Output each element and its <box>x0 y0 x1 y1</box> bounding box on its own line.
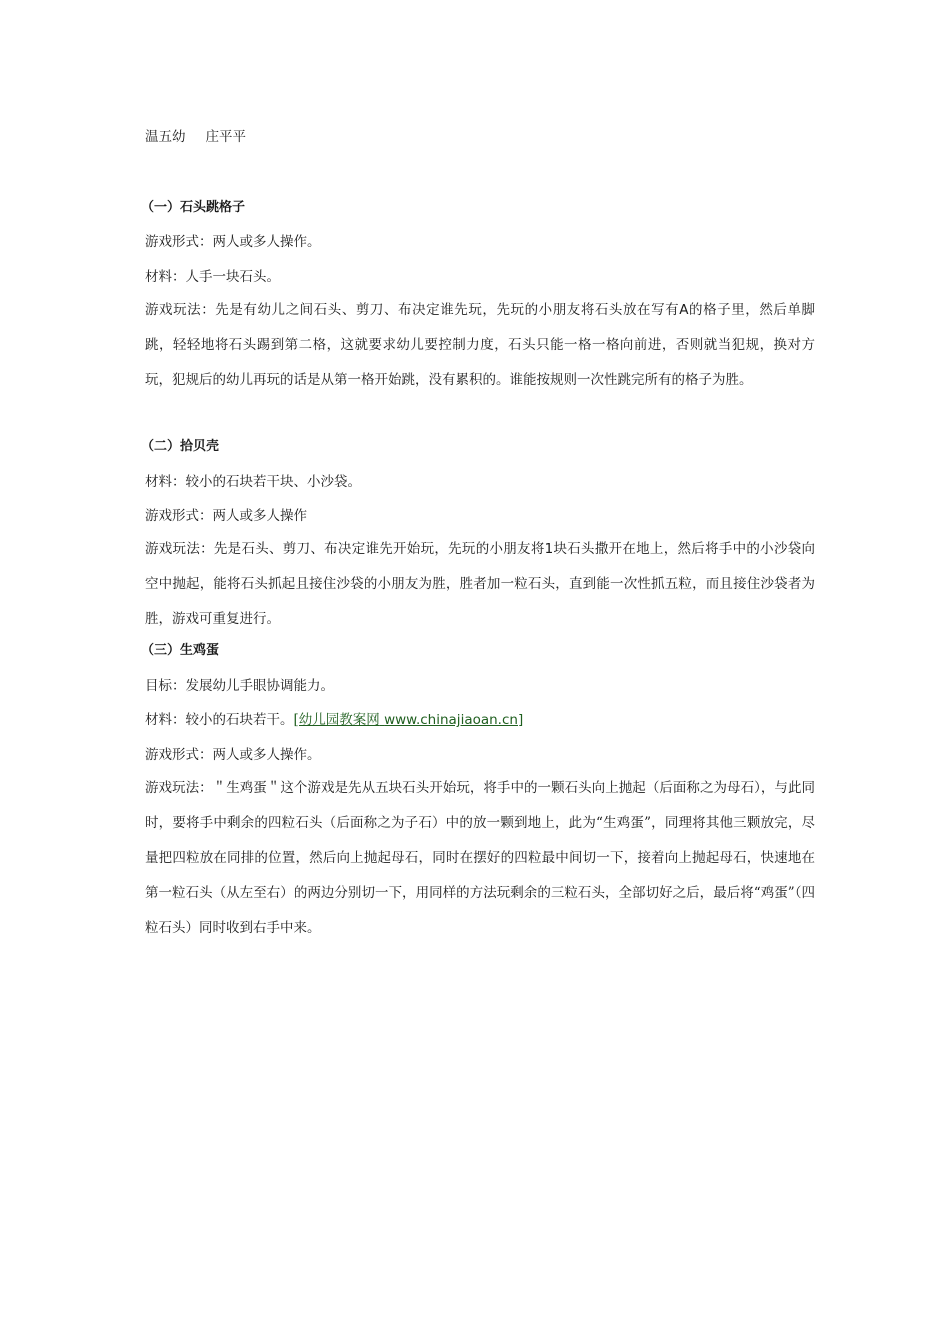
section-2-material: 材料：较小的石块若干块、小沙袋。 <box>145 474 361 490</box>
author-line <box>145 127 815 147</box>
section-2-play: 游戏玩法：先是石头、剪刀、布决定谁先开始玩，先玩的小朋友将1块石头撒开在地上，然后将手中的小沙袋向空中抛起，能将石头抓起且接住沙袋的小朋友为胜，胜者加一粒石头，直到能一次性抓五粒，而且接住沙袋者为胜，游戏可重复进行。 <box>145 541 816 627</box>
section-2-form: 游戏形式：两人或多人操作 <box>145 508 307 524</box>
section-1-material: 材料：人手一块石头。 <box>145 269 280 285</box>
section-3-heading: （三）生鸡蛋 <box>141 643 220 658</box>
section-3-form: 游戏形式：两人或多人操作。 <box>145 747 321 763</box>
section-3-material: 材料：较小的石块若干。[幼儿园教案网 www.chinajiaoan.cn] <box>145 712 524 728</box>
section-1-heading: （一）石头跳格子 <box>141 200 246 215</box>
section-1-form: 游戏形式：两人或多人操作。 <box>145 234 321 250</box>
author-school: 温五幼 <box>145 129 186 145</box>
section-3-play: 游戏玩法：＂生鸡蛋＂这个游戏是先从五块石头开始玩，将手中的一颗石头向上抛起（后面称之为母石），与此同时，要将手中剩余的四粒石头（后面称之为子石）中的放一颗到地上，此为“生鸡蛋”，同理将其他三颗放完，尽量把四粒放在同排的位置，然后向上抛起母石，同时在摆好的四粒最中间切一下，接着向上抛起母石，快速地在第一粒石头（从左至右）的两边分别切一下，用同样的方法玩剩余的三粒石头，全部切好之后，最后将“鸡蛋”（四粒石头）同时收到右手中来。 <box>145 780 815 936</box>
section-2-heading: （二）拾贝壳 <box>141 439 220 454</box>
author-name: 庄平平 <box>205 129 246 145</box>
section-3-goal: 目标：发展幼儿手眼协调能力。 <box>145 678 334 694</box>
section-1-play: 游戏玩法：先是有幼儿之间石头、剪刀、布决定谁先玩，先玩的小朋友将石头放在写有A的格子里，然后单脚跳，轻轻地将石头踢到第二格，这就要求幼儿要控制力度，石头只能一格一格向前进，否则就当犯规，换对方玩，犯规后的幼儿再玩的话是从第一格开始跳，没有累积的。谁能按规则一次性跳完所有的格子为胜。 <box>145 302 816 388</box>
chinajiaoan-link[interactable]: [幼儿园教案网 www.chinajiaoan.cn] <box>293 712 524 728</box>
